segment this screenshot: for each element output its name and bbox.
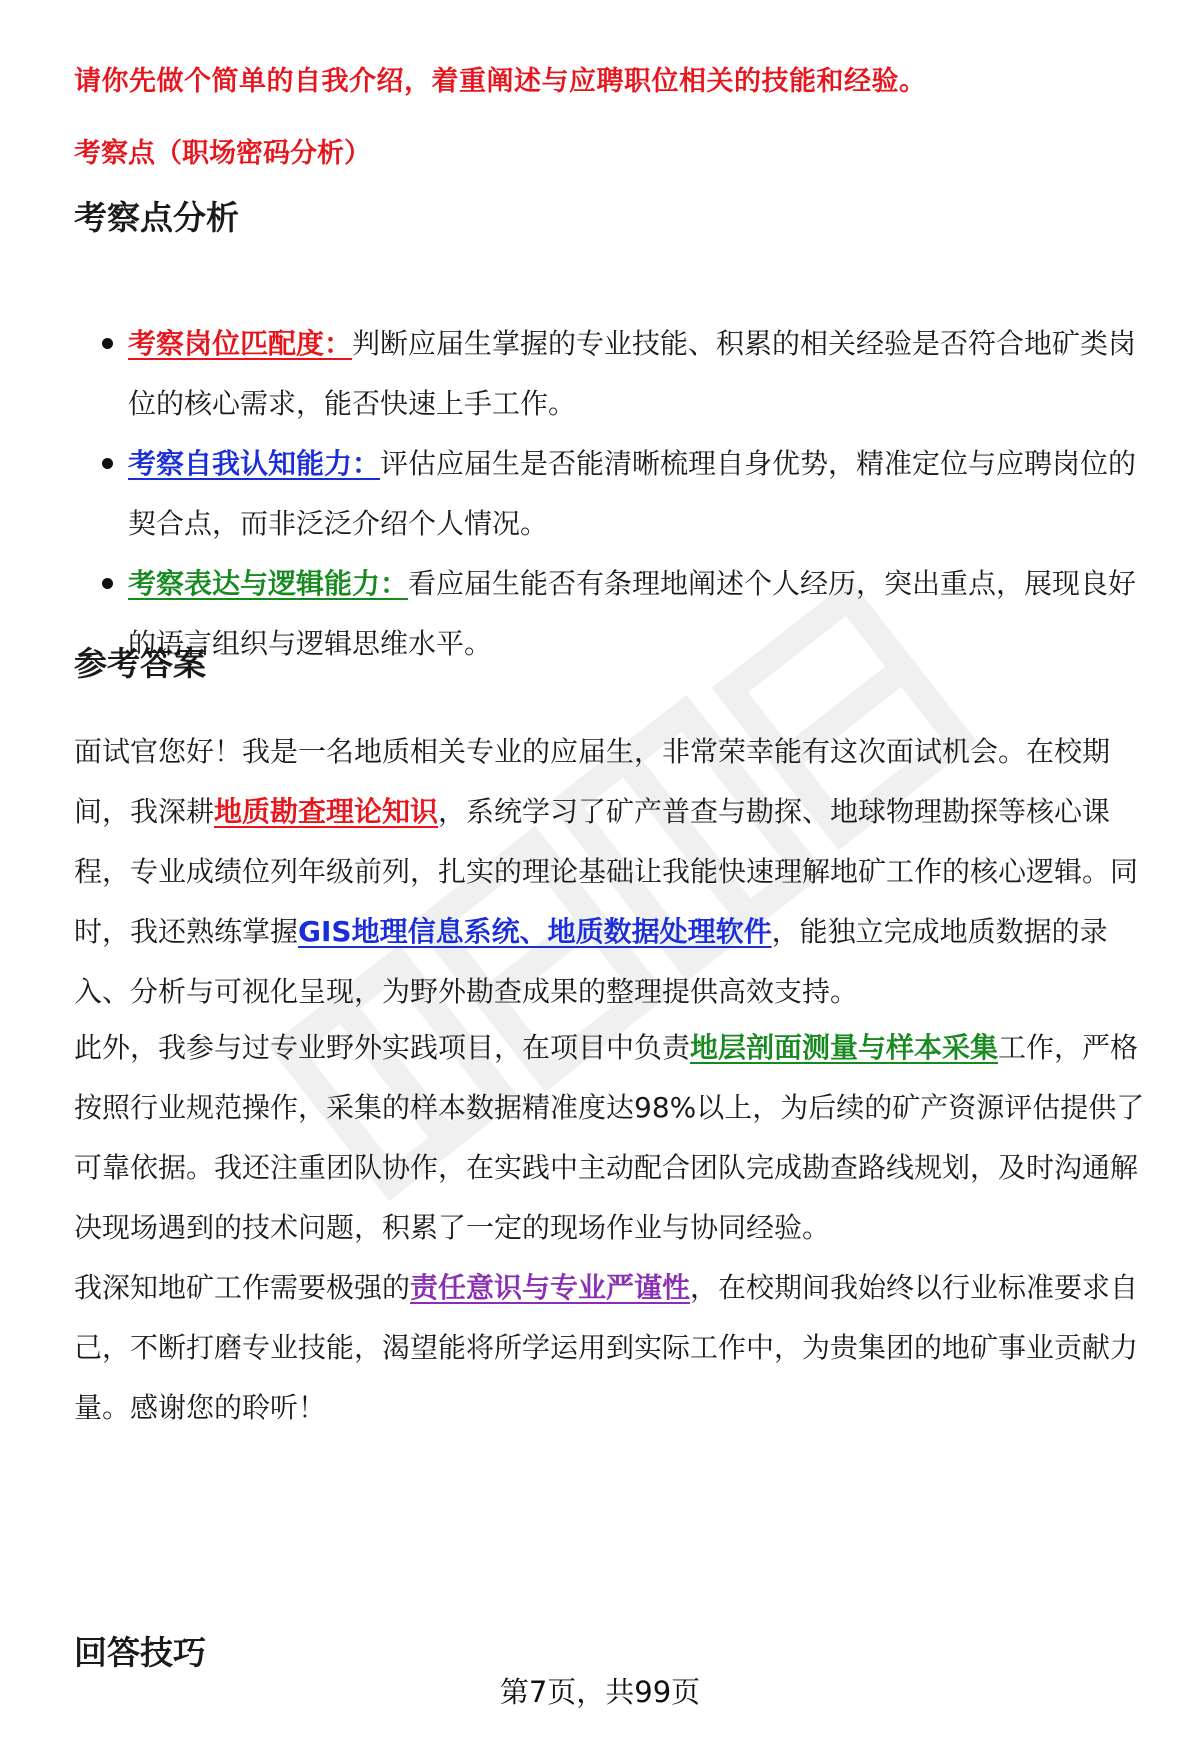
analysis-text: 判断应届生掌握的专业技能、积累的相关经验是否符合地矿类岗位的核心需求，能否快速上手工作。 [128, 327, 1137, 420]
analysis-item [128, 314, 1153, 434]
answer-text: 此外，我参与过专业野外实践项目，在项目中负责 [74, 1031, 691, 1064]
answer-text: 我深知地矿工作需要极强的 [74, 1271, 411, 1304]
answer-keyword: 责任意识与专业严谨性 [410, 1271, 691, 1304]
analysis-keyword: 考察自我认知能力： [128, 447, 381, 480]
answer-paragraph-1 [74, 722, 1154, 1022]
answer-keyword: 地层剖面测量与样本采集 [690, 1031, 999, 1064]
analysis-keyword: 考察岗位匹配度： [128, 327, 353, 360]
answer-text: 面试官您好！我是一名地质相关专业的应届生，非常荣幸能有这次面试机会。在校期间，我深耕 [74, 735, 1111, 828]
page-number: 第7页，共99页 [499, 1675, 701, 1709]
analysis-text: 看应届生能否有条理地阐述个人经历，突出重点，展现良好的语言组织与逻辑思维水平。 [128, 567, 1137, 660]
section-heading-analysis: 考察点分析 [74, 198, 239, 237]
section-heading-tips: 回答技巧 [74, 1633, 206, 1672]
answer-text: ，能独立完成地质数据的录入、分析与可视化呈现，为野外勘查成果的整理提供高效支持。 [74, 915, 1108, 1008]
bullet-icon [102, 578, 113, 589]
answer-paragraph-2 [74, 1018, 1154, 1258]
answer-text: ，在校期间我始终以行业标准要求自己，不断打磨专业技能，渴望能将所学运用到实际工作中，为贵集团的地矿事业贡献力量。感谢您的聆听！ [74, 1271, 1139, 1424]
question-title: 请你先做个简单的自我介绍，着重阐述与应聘职位相关的技能和经验。 [74, 66, 927, 97]
analysis-list [128, 314, 1153, 674]
bullet-icon [102, 338, 113, 349]
answer-keyword: 地质勘查理论知识 [214, 795, 439, 828]
section-heading-answer: 参考答案 [74, 644, 206, 683]
answer-text: ，系统学习了矿产普查与勘探、地球物理勘探等核心课程，专业成绩位列年级前列，扎实的理论基础让我能快速理解地矿工作的核心逻辑。同时，我还熟练掌握 [74, 795, 1139, 948]
analysis-item [128, 554, 1153, 674]
analysis-keyword: 考察表达与逻辑能力： [128, 567, 409, 600]
analysis-subtitle: 考察点（职场密码分析） [74, 138, 371, 169]
answer-paragraph-3 [74, 1258, 1154, 1438]
bullet-icon [102, 458, 113, 469]
answer-text: 工作，严格按照行业规范操作，采集的样本数据精准度达98%以上，为后续的矿产资源评估提供了可靠依据。我还注重团队协作，在实践中主动配合团队完成勘查路线规划，及时沟通解决现场遇到的技术问题，积累了一定的现场作业与协同经验。 [74, 1031, 1145, 1244]
analysis-text: 评估应届生是否能清晰梳理自身优势，精准定位与应聘岗位的契合点，而非泛泛介绍个人情况。 [128, 447, 1137, 540]
analysis-item [128, 434, 1153, 554]
answer-keyword: GIS地理信息系统、地质数据处理软件 [298, 915, 772, 948]
